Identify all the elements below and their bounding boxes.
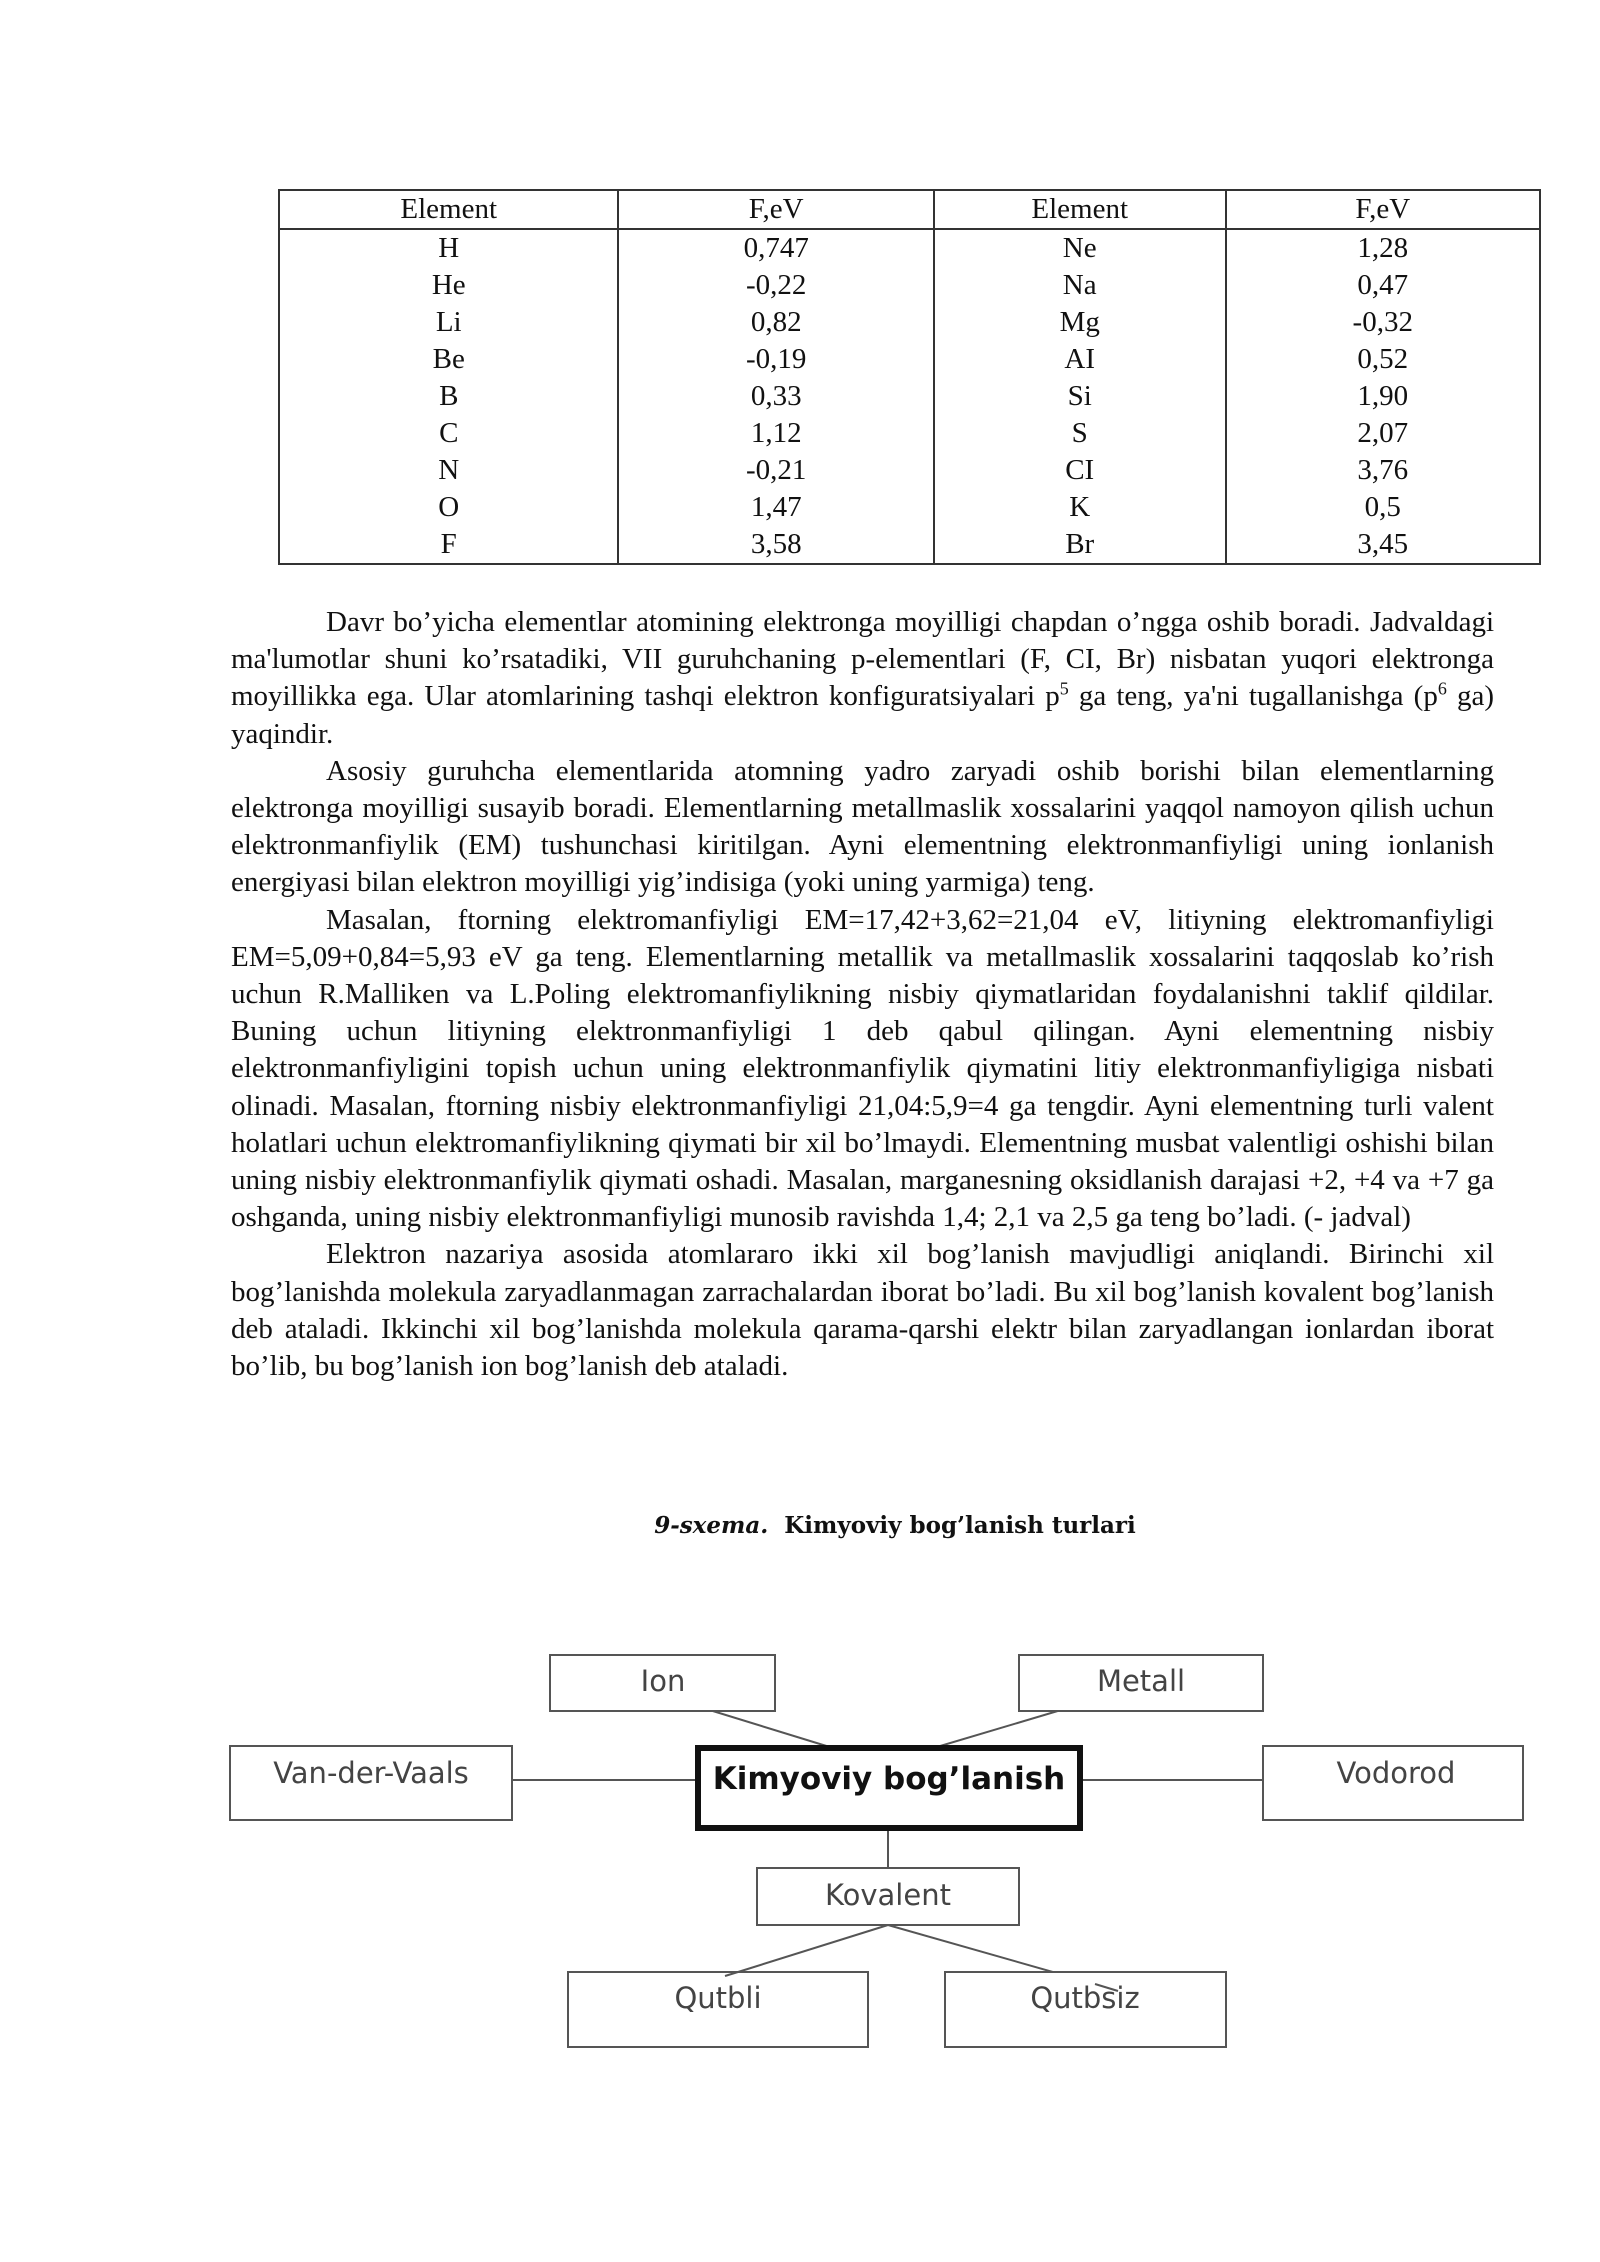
column-header: F,eV [1226, 190, 1541, 229]
node-metall-label: Metall [1096, 1664, 1186, 1698]
table-cell: 1,90 [1226, 378, 1541, 415]
node-kovalent-label: Kovalent [825, 1878, 951, 1912]
table-cell: He [279, 267, 618, 304]
table-cell: 0,33 [618, 378, 933, 415]
table-cell: 3,76 [1226, 452, 1541, 489]
caption-prefix: 9-sxema. [654, 1512, 769, 1539]
table-cell: F [279, 526, 618, 564]
paragraph: Elektron nazariya asosida atomlararo ikki xil bog’lanish mavjudligi aniqlandi. Birinchi xil bog’lanishda molekula zaryadlanmagan zarrachalardan iborat bo’ladi. Bu xil bog’lanish kovalent bog’lanish deb ataladi. Ikkinchi xil bog’lanishda molekula qarama-qarshi elektr bilan zaryadlangan ionlardan iborat bo’lib, bu bog’lanish ion bog’lanish deb ataladi. [231, 1238, 1494, 1383]
node-van-der-vaals [230, 1746, 512, 1820]
table-cell: 3,58 [618, 526, 933, 564]
table-cell: -0,22 [618, 267, 933, 304]
table-cell: 0,82 [618, 304, 933, 341]
table-cell: AI [934, 341, 1226, 378]
table-cell: CI [934, 452, 1226, 489]
node-center-label: Kimyoviy bog’lanish [712, 1761, 1066, 1797]
table-cell: Si [934, 378, 1226, 415]
table-cell: -0,19 [618, 341, 933, 378]
table-cell: K [934, 489, 1226, 526]
superscript: 6 [1437, 678, 1447, 699]
table-cell: Mg [934, 304, 1226, 341]
table-cell: -0,32 [1226, 304, 1541, 341]
table-cell: 0,47 [1226, 267, 1541, 304]
node-ion-label: Ion [640, 1664, 686, 1698]
table-cell: S [934, 415, 1226, 452]
table-cell: O [279, 489, 618, 526]
node-center [698, 1748, 1080, 1828]
caption-title: Kimyoviy bog’lanish turlari [784, 1512, 1136, 1539]
table-cell: C [279, 415, 618, 452]
table-cell: Br [934, 526, 1226, 564]
table-cell: N [279, 452, 618, 489]
table-cell: 2,07 [1226, 415, 1541, 452]
table-cell: 0,5 [1226, 489, 1541, 526]
node-qutbli-label: Qutbli [674, 1981, 762, 2015]
column-header: Element [934, 190, 1226, 229]
table-cell: Li [279, 304, 618, 341]
column-header: F,eV [618, 190, 933, 229]
table-cell: Be [279, 341, 618, 378]
paragraph-text: ga teng, ya'ni tugallanishga (p [1068, 680, 1438, 713]
superscript: 5 [1059, 678, 1069, 699]
connector-lines [512, 1696, 1263, 1984]
column-header: Element [279, 190, 618, 229]
table-cell: H [279, 229, 618, 267]
table-cell: 1,28 [1226, 229, 1541, 267]
table-cell: B [279, 378, 618, 415]
table-cell: 0,52 [1226, 341, 1541, 378]
paragraph-text: Davr bo’yicha elementlar atomining elektronga moyilligi chapdan o’ngga oshib boradi. Jadvaldagi ma'lumotlar shuni ko’rsatadiki, VII guruhchaning p-elementlari (F, CI, Br) nisbatan yuqori elektronga moyillikka ega. Ular atomlarining tashqi elektron konfiguratsiyalari p [231, 606, 1494, 713]
node-qutbsiz [945, 1972, 1226, 2047]
node-metall [1019, 1655, 1263, 1711]
table-cell: 0,747 [618, 229, 933, 267]
node-van-der-vaals-label: Van-der-Vaals [273, 1756, 469, 1790]
paragraph-text: ga) yaqindir. [231, 680, 1495, 750]
node-kovalent [757, 1868, 1019, 1925]
node-vodorod-label: Vodorod [1336, 1756, 1456, 1790]
table-cell: Ne [934, 229, 1226, 267]
paragraph: Asosiy guruhcha elementlarida atomning yadro zaryadi oshib borishi bilan elementlarning elektronga moyilligi susayib boradi. Elementlarning metallmaslik xossalarini yaqqol namoyon qilish uchun elektronmanfiylik (EM) tushunchasi kiritilgan. Ayni elementning elektronmanfiyligi uning ionlanish energiyasi bilan elektron moyilligi yig’indisiga (yoki uning yarmiga) teng. [231, 754, 1494, 899]
table-cell: 1,47 [618, 489, 933, 526]
node-qutbsiz-label: Qutbsiz [1030, 1981, 1140, 2015]
node-qutbli [568, 1972, 868, 2047]
table-cell: -0,21 [618, 452, 933, 489]
node-ion [550, 1655, 775, 1711]
table-cell: 3,45 [1226, 526, 1541, 564]
table-cell: 1,12 [618, 415, 933, 452]
paragraph: Masalan, ftorning elektromanfiyligi EM=17,42+3,62=21,04 eV, litiyning elektromanfiyligi EM=5,09+0,84=5,93 eV ga teng. Elementlarning metallik va metallmaslik xossalarini taqqoslab ko’rish uchun R.Malliken va L.Poling elektromanfiylikning nisbiy qiymatlaridan foydalanishni taklif qildilar. Buning uchun litiyning elektronmanfiyligi 1 deb qabul qilingan. Ayni elementning nisbiy elektronmanfiyligini topish uchun uning elektronmanfiylik qiymatini litiy elektronmanfiyligiga nisbati olinadi. Masalan, ftorning nisbiy elektronmanfiyligi 21,04:5,9=4 ga tengdir. Ayni elementning turli valent holatlari uchun elektromanfiylikning qiymati bir xil bo’lmaydi. Elementning musbat valentligi oshishi bilan uning nisbiy elektronmanfiylik qiymati oshadi. Masalan, marganesning oksidlanish darajasi +2, +4 va +7 ga oshganda, uning nisbiy elektronmanfiyligi munosib ravishda 1,4; 2,1 va 2,5 ga teng bo’ladi. (- jadval) [231, 903, 1494, 1234]
node-vodorod [1263, 1746, 1523, 1820]
table-cell: Na [934, 267, 1226, 304]
